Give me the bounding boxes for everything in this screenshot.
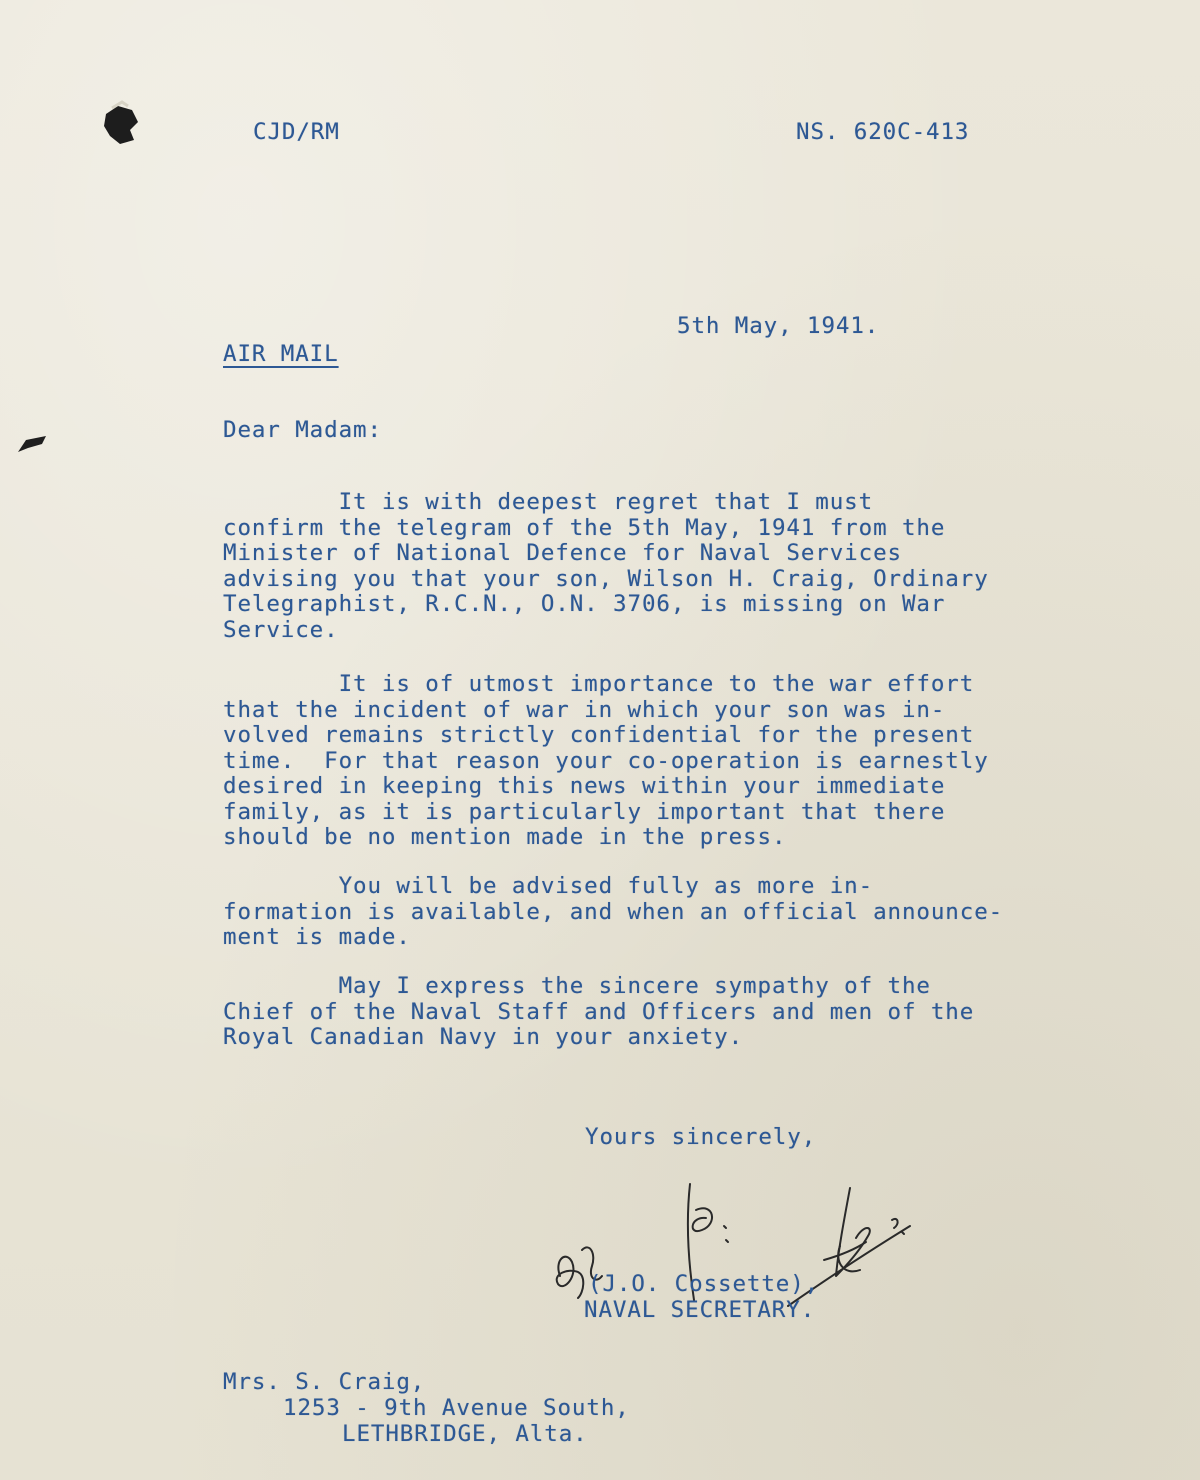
reference-code-left: CJD/RM [253,119,340,145]
text-line: Chief of the Naval Staff and Officers and men of the [223,998,975,1025]
recipient-city: LETHBRIDGE, Alta. [342,1421,588,1447]
letter-date: 5th May, 1941. [677,313,880,339]
salutation: Dear Madam: [223,417,382,443]
text-line: advising you that your son, Wilson H. Craig, Ordinary [223,565,989,592]
text-line: that the incident of war in which your son was in- [223,696,946,723]
text-line: It is of utmost importance to the war effort [223,671,975,697]
body-paragraph-4 [223,974,1053,1051]
margin-ink-mark [16,434,48,456]
text-line: ment is made. [223,924,411,950]
text-line: Telegraphist, R.C.N., O.N. 3706, is missing on War [223,591,946,617]
body-paragraph-1 [223,490,1053,643]
text-line: time. For that reason your co-operation is earnestly [223,747,989,774]
text-line: formation is available, and when an official announce- [223,898,1004,925]
recipient-name: Mrs. S. Craig, [223,1369,426,1395]
text-line: Minister of National Defence for Naval Services [223,540,902,566]
text-line: You will be advised fully as more in- [223,873,874,899]
body-paragraph-3 [223,874,1053,951]
text-line: It is with deepest regret that I must [223,489,874,515]
signatory-name: (J.O. Cossette), [588,1271,820,1297]
text-line: Royal Canadian Navy in your anxiety. [223,1024,744,1050]
air-mail-notice: AIR MAIL [223,341,339,367]
body-paragraph-2 [223,672,1053,851]
closing-phrase: Yours sincerely, [585,1124,817,1150]
recipient-street: 1253 - 9th Avenue South, [283,1395,630,1421]
text-line: May I express the sincere sympathy of the [223,973,931,999]
signatory-title: NAVAL SECRETARY. [584,1297,816,1323]
text-line: desired in keeping this news within your immediate [223,773,946,799]
punch-hole-mark [98,100,142,148]
text-line: Service. [223,616,339,643]
reference-code-right: NS. 620C-413 [796,119,970,145]
text-line: volved remains strictly confidential for the present [223,722,975,748]
text-line: confirm the telegram of the 5th May, 1941 from the [223,514,946,541]
text-line: family, as it is particularly important that there [223,798,946,825]
text-line: should be no mention made in the press. [223,824,787,850]
